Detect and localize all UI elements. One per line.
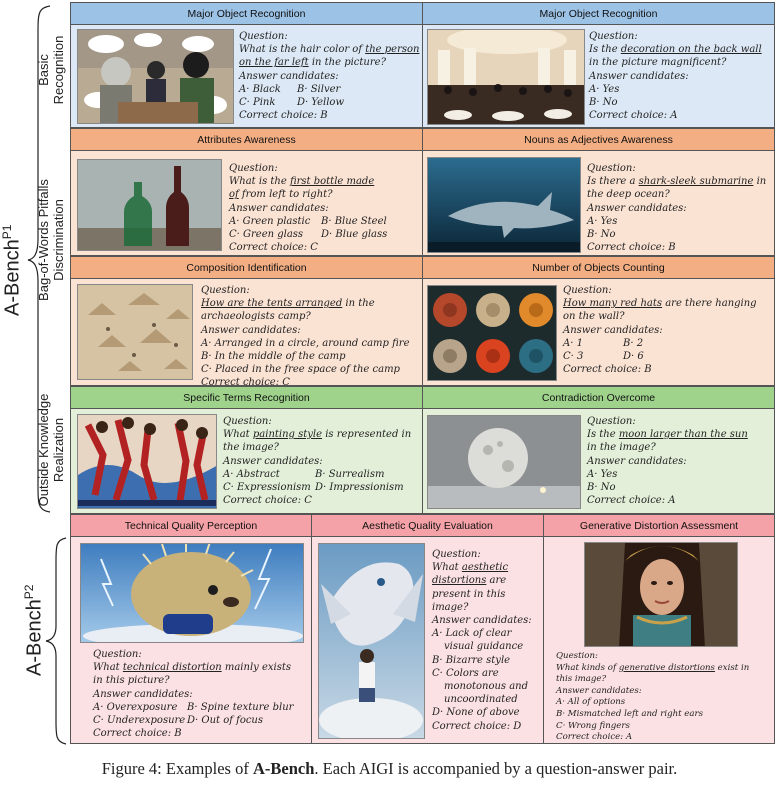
p2-brace	[42, 536, 70, 746]
panel-title: Attributes Awareness	[71, 129, 422, 151]
panel-major-object-1	[70, 2, 423, 128]
panel-title: Aesthetic Quality Evaluation	[312, 515, 543, 537]
portrait-image	[584, 542, 738, 647]
panel-specific-terms	[70, 386, 423, 514]
panel-title: Nouns as Adjectives Awareness	[423, 129, 774, 151]
panel-attributes-awareness	[70, 128, 423, 256]
panel-title: Technical Quality Perception	[71, 515, 311, 537]
panel-object-counting	[422, 256, 775, 386]
panel-title: Composition Identification	[71, 257, 422, 279]
panel-generative-distortion	[543, 514, 775, 744]
qa-block: Question: What is the first bottle made of from left to right? Answer candidates: A· Green plastic B· Blue Steel C· Green glass D· Blue glass Correct choice: C	[229, 163, 388, 254]
bow-discrimination-label: Bag-of-Words Pitfalls Discrimination	[36, 179, 66, 301]
dragon-image	[318, 543, 425, 739]
p1-brace	[24, 4, 54, 514]
comic-scene-image	[77, 29, 234, 124]
outside-knowledge-label: Outside Knowledge Realization	[36, 393, 66, 507]
ballroom-image	[427, 29, 585, 125]
hats-image	[427, 285, 557, 381]
panel-composition-identification	[70, 256, 423, 386]
qa-block: Question: How are the tents arranged in the archaeologists camp? Answer candidates: A· Arranged in a circle, around camp fire B· In the middle of the camp C· Placed in the free space of the camp Correct choice: C	[201, 285, 410, 386]
qa-block: Question: Is the decoration on the back wall in the picture magnificent? Answer candidates: A· Yes B· No Correct choice: A	[589, 31, 762, 122]
basic-recognition-label: Basic Recognition	[36, 35, 66, 105]
camp-image	[77, 284, 193, 380]
qa-block: Question: What painting style is represented in the image? Answer candidates: A· Abstract B· Surrealism C· Expressionism D· Impressionism Correct choice: C	[223, 416, 412, 507]
moon-image	[427, 415, 581, 509]
qa-block: Question: What kinds of generative distortions exist in this image? Answer candidates: A· All of options B· Mismatched left and right ears C· Wrong fingers Correct choice: A	[556, 651, 750, 743]
qa-block: Question: What is the hair color of the person on the far left in the picture? Answer candidates: A· Black B· Silver C· Pink D· Yellow Correct choice: B	[239, 31, 420, 122]
hedgehog-image	[80, 543, 304, 643]
panel-title: Specific Terms Recognition	[71, 387, 422, 409]
figure-caption: Figure 4: Examples of A-Bench. Each AIGI is accompanied by a question-answer pair.	[101, 759, 678, 778]
qa-block: Question: How many red hats are there hanging on the wall? Answer candidates: A· 1 B· 2 C· 3 D· 6 Correct choice: B	[563, 285, 757, 376]
qa-block: Question: Is the moon larger than the sun in the image? Answer candidates: A· Yes B· No Correct choice: A	[587, 416, 748, 507]
panel-title: Contradiction Overcome	[423, 387, 774, 409]
a-bench-p2-label: A-Bench$^{P2}$	[22, 584, 46, 676]
panel-title: Major Object Recognition	[423, 3, 774, 25]
qa-block: Question: What aesthetic distortions are present in this image? Answer candidates: A· Lack of clear visual guidance B· Bizarre style C· Colors are monotonous and uncoordinated D· None of above Correct choice: D	[432, 549, 532, 732]
shark-image	[427, 157, 581, 253]
panel-title: Generative Distortion Assessment	[544, 515, 774, 537]
panel-title: Number of Objects Counting	[423, 257, 774, 279]
panel-aesthetic-quality	[311, 514, 544, 744]
panel-title: Major Object Recognition	[71, 3, 422, 25]
panel-major-object-2	[422, 2, 775, 128]
qa-block: Question: Is there a shark-sleek submarine in the deep ocean? Answer candidates: A· Yes B· No Correct choice: B	[587, 163, 767, 254]
a-bench-p1-label: A-Bench$^{P1}$	[0, 224, 24, 316]
panel-nouns-as-adjectives	[422, 128, 775, 256]
expressionist-painting-image	[77, 414, 217, 509]
panel-contradiction-overcome	[422, 386, 775, 514]
qa-block: Question: What technical distortion mainly exists in this picture? Answer candidates: A· Overexposure B· Spine texture blur C· Underexposure D· Out of focus Correct choice: B	[93, 649, 294, 740]
bottles-image	[77, 159, 222, 251]
panel-technical-quality	[70, 514, 312, 744]
